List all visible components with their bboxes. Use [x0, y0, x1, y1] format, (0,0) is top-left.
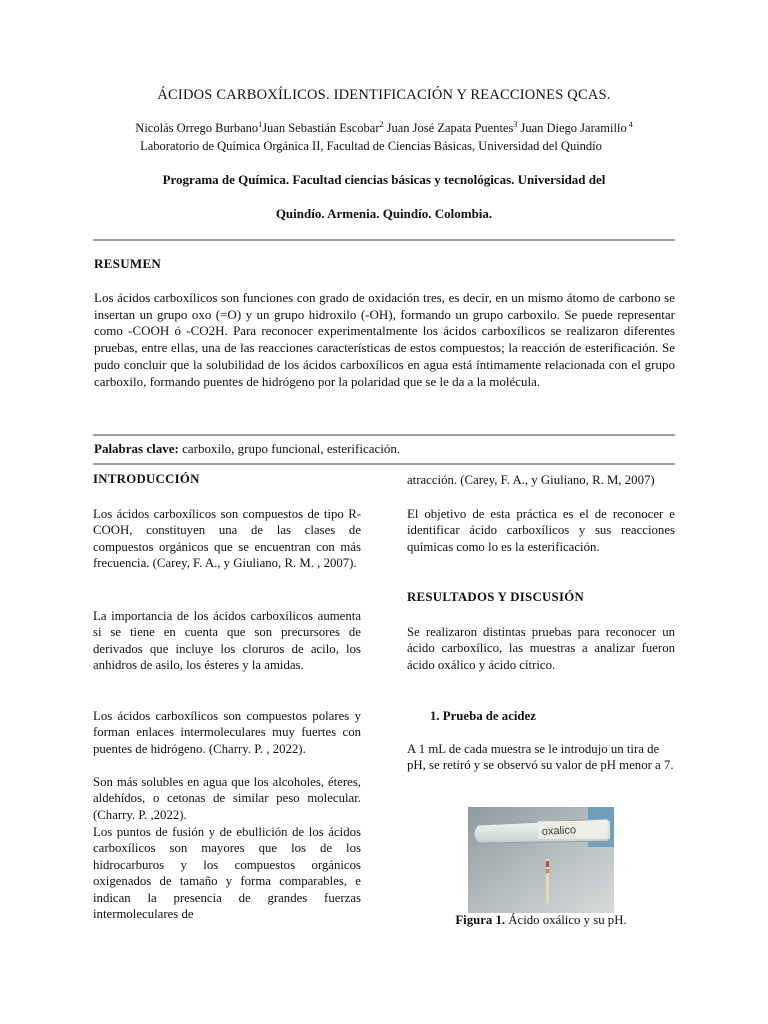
figure-caption-label: Figura 1. — [455, 913, 506, 927]
intro-paragraph-5: Los puntos de fusión y de ebullición de los ácidos carboxílicos son mayores que los de los hidrocarburos y los compuestos orgánicos oxigenados de tamaño y forma comparables, e indican la presencia de grandes fuerzas intermoleculares de — [93, 825, 361, 922]
program-affiliation-line2: Quindío. Armenia. Quindío. Colombia. — [275, 206, 493, 221]
objective-paragraph: El objetivo de esta práctica es el de reconocer e identificar ácido carboxílicos y sus reacciones químicas como lo es la esterificación. — [407, 507, 675, 554]
resumen-heading: RESUMEN — [94, 256, 162, 271]
author-2-affiliation: 2 — [379, 120, 384, 129]
results-heading: RESULTADOS Y DISCUSIÓN — [407, 590, 585, 604]
acidity-test-heading: 1. Prueba de acidez — [430, 709, 536, 723]
tube-label: oxalico — [541, 824, 577, 838]
author-1-affiliation: 1 — [258, 120, 263, 129]
keywords-text: carboxilo, grupo funcional, esterificación. — [178, 441, 401, 456]
abstract-text: Los ácidos carboxílicos son funciones con grado de oxidación tres, es decir, en un mismo átomo de carbono se insertan un grupo oxo (=O) y un grupo hidroxilo (-OH), formando un grupo carboxilo. Se puede representar como -COOH ó -CO2H. Para reconocer experimentalmente los ácidos carboxílicos se realizaron diferentes pruebas, entre ellas, una de las reacciones características de estos compuestos; la reacción de esterificación. Se pudo concluir que la solubilidad de los ácidos carboxílicos en agua está íntimamente relacionada con el grupo carboxilo, formando puentes de hidrógeno por la polaridad que se le da a la molécula. — [94, 290, 675, 389]
divider-top — [93, 239, 675, 241]
keywords-label: Palabras clave: — [94, 441, 179, 456]
keywords-line — [94, 441, 400, 457]
author-3: Juan José Zapata Puentes — [383, 121, 514, 136]
divider-keywords — [93, 463, 675, 465]
intro-paragraph-2: La importancia de los ácidos carboxílicos aumenta si se tiene en cuenta que son precursores de derivados que incluye los cloruros de acilo, los anhidros de asilo, los ésteres y la amidas. — [93, 609, 361, 673]
author-4-affiliation: 4 — [626, 120, 633, 129]
intro-paragraph-4: Son más solubles en agua que los alcoholes, éteres, aldehídos, o cetonas de similar peso molecular. (Charry. P. ,2022). — [93, 775, 361, 822]
intro-paragraph-1: Los ácidos carboxílicos son compuestos de tipo R-COOH, constituyen una de las clases de compuestos orgánicos que se encuentran con más frecuencia. (Carey, F. A., y Giuliano, R. M. , 2007). — [93, 507, 361, 571]
author-4: Juan Diego Jaramillo — [517, 121, 627, 136]
author-list — [0, 120, 768, 136]
intro-paragraph-3: Los ácidos carboxílicos son compuestos polares y forman enlaces intermoleculares muy fuertes con puentes de hidrógeno. (Charry. P. , 2022). — [93, 709, 361, 756]
figure-caption — [407, 913, 675, 928]
acidity-test-paragraph: A 1 mL de cada muestra se le introdujo un tira de pH, se retiró y se observó su valor de pH menor a 7. — [407, 742, 674, 773]
author-3-affiliation: 3 — [513, 120, 518, 129]
intro-continuation: atracción. (Carey, F. A., y Giuliano, R. M, 2007) — [407, 473, 655, 487]
author-1: Nicolás Orrego Burbano — [135, 121, 259, 136]
paper-title: ÁCIDOS CARBOXÍLICOS. IDENTIFICACIÓN Y REACCIONES QCAS. — [157, 87, 611, 103]
figure-oxalic-acid-photo — [468, 807, 614, 913]
program-affiliation-line1: Programa de Química. Facultad ciencias básicas y tecnológicas. Universidad del — [162, 172, 606, 187]
results-paragraph: Se realizaron distintas pruebas para reconocer un ácido carboxílico, las muestras a analizar fueron ácido oxálico y ácido cítrico. — [407, 625, 675, 672]
intro-heading: INTRODUCCIÓN — [93, 472, 200, 486]
divider-abstract — [93, 434, 675, 436]
test-tube-photo-illustration — [468, 807, 614, 913]
author-2: Juan Sebastián Escobar — [262, 121, 380, 136]
lab-affiliation: Laboratorio de Química Orgánica II, Facultad de Ciencias Básicas, Universidad del Quindío — [140, 139, 602, 153]
figure-caption-text: Ácido oxálico y su pH. — [505, 913, 627, 927]
